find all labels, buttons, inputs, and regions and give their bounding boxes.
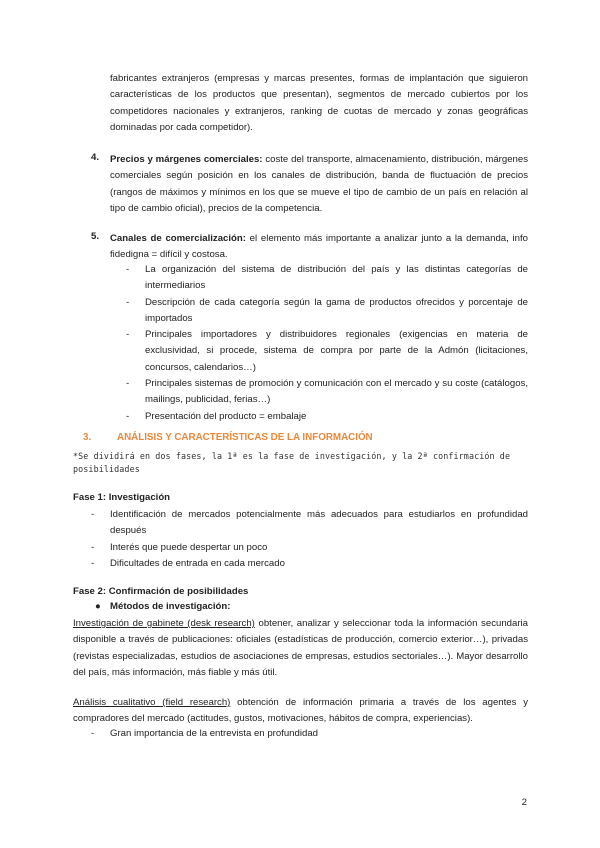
item-4-text: coste del transporte, almacenamiento, distribución, márgenes comerciales según posición en los canales de distribución, banda de fluctuación de precios (rangos de máximos y mínimos en los que se mueve el tipo de cambio de un país en relación al tipo de cambio oficial), precios de la competencia. xyxy=(110,154,528,214)
item-5-number: 5. xyxy=(91,231,100,242)
fase-1-list xyxy=(110,507,528,572)
section-3-title: ANÁLISIS Y CARACTERÍSTICAS DE LA INFORMACIÓN xyxy=(117,432,373,443)
fase-1-title: Fase 1: Investigación xyxy=(73,492,171,503)
continuation-paragraph: fabricantes extranjeros (empresas y marcas presentes, formas de implantación que siguieron características de los productos que presentan), segmentos de mercado cubiertos por los competidores nacionales y extranjeros, ranking de cuotas de mercado y zonas geográficas dominadas por cada competidor). xyxy=(110,73,528,133)
item-5-text: el elemento más importante a analizar junto a la demanda, info fidedigna = difícil y costosa. xyxy=(110,233,528,261)
gabinete-text: obtener, analizar y seleccionar toda la información secundaria disponible a través de publicaciones: oficiales (estadísticas de producción, comercio exterior…), privadas (revistas especializadas, estudios de asociaciones de empresas, estudios sectoriales…). Mayor desarrollo del país, más información, más fiable y más útil. xyxy=(73,618,528,678)
list-item: - Principales importadores y distribuidores regionales (exigencias en materia de exclusividad, si procede, sistema de compra por parte de la Admón (licitaciones, concursos, calendarios…) xyxy=(145,327,528,376)
cualitativo-label: Análisis cualitativo (field research) xyxy=(73,697,231,708)
section-3-note: *Se dividirá en dos fases, la 1ª es la fase de investigación, y la 2ª confirmación de posibilidades xyxy=(73,451,511,474)
list-item: - Descripción de cada categoría según la gama de productos ofrecidos y porcentaje de importados xyxy=(145,295,528,328)
list-item: - La organización del sistema de distribución del país y las distintas categorías de intermediarios xyxy=(145,262,528,295)
list-item: - Identificación de mercados potencialmente más adecuados para estudiarlos en profundidad después xyxy=(110,507,528,540)
item-5-title: Canales de comercialización: xyxy=(110,233,246,244)
item-5-paragraph xyxy=(110,231,528,264)
gabinete-paragraph xyxy=(73,616,528,681)
fase-2-list xyxy=(110,726,528,742)
list-item: - Dificultades de entrada en cada mercado xyxy=(110,556,528,572)
gabinete-label: Investigación de gabinete (desk research) xyxy=(73,618,255,629)
fase-2-title: Fase 2: Confirmación de posibilidades xyxy=(73,586,249,597)
item-4-paragraph xyxy=(110,152,528,217)
list-item: - Presentación del producto = embalaje xyxy=(145,409,528,425)
item-4-number: 4. xyxy=(91,152,100,163)
list-item: - Principales sistemas de promoción y comunicación con el mercado y su coste (catálogos, mailings, publicidad, ferias…) xyxy=(145,376,528,409)
section-3-heading xyxy=(83,432,373,443)
methods-item xyxy=(95,601,231,612)
list-item: - Gran importancia de la entrevista en profundidad xyxy=(110,726,528,742)
item-4-title: Precios y márgenes comerciales: xyxy=(110,154,263,165)
cualitativo-paragraph xyxy=(73,695,528,728)
section-3-number: 3. xyxy=(83,432,92,443)
bullet-dot-icon: ● xyxy=(95,601,101,612)
methods-title: Métodos de investigación: xyxy=(110,601,231,612)
item-5-list xyxy=(145,262,528,425)
list-item: - Interés que puede despertar un poco xyxy=(110,540,528,556)
page-number: 2 xyxy=(521,797,527,808)
cualitativo-text: obtención de información primaria a través de los agentes y compradores del mercado (actitudes, gustos, motivaciones, hábitos de compra, experiencias). xyxy=(73,697,528,725)
